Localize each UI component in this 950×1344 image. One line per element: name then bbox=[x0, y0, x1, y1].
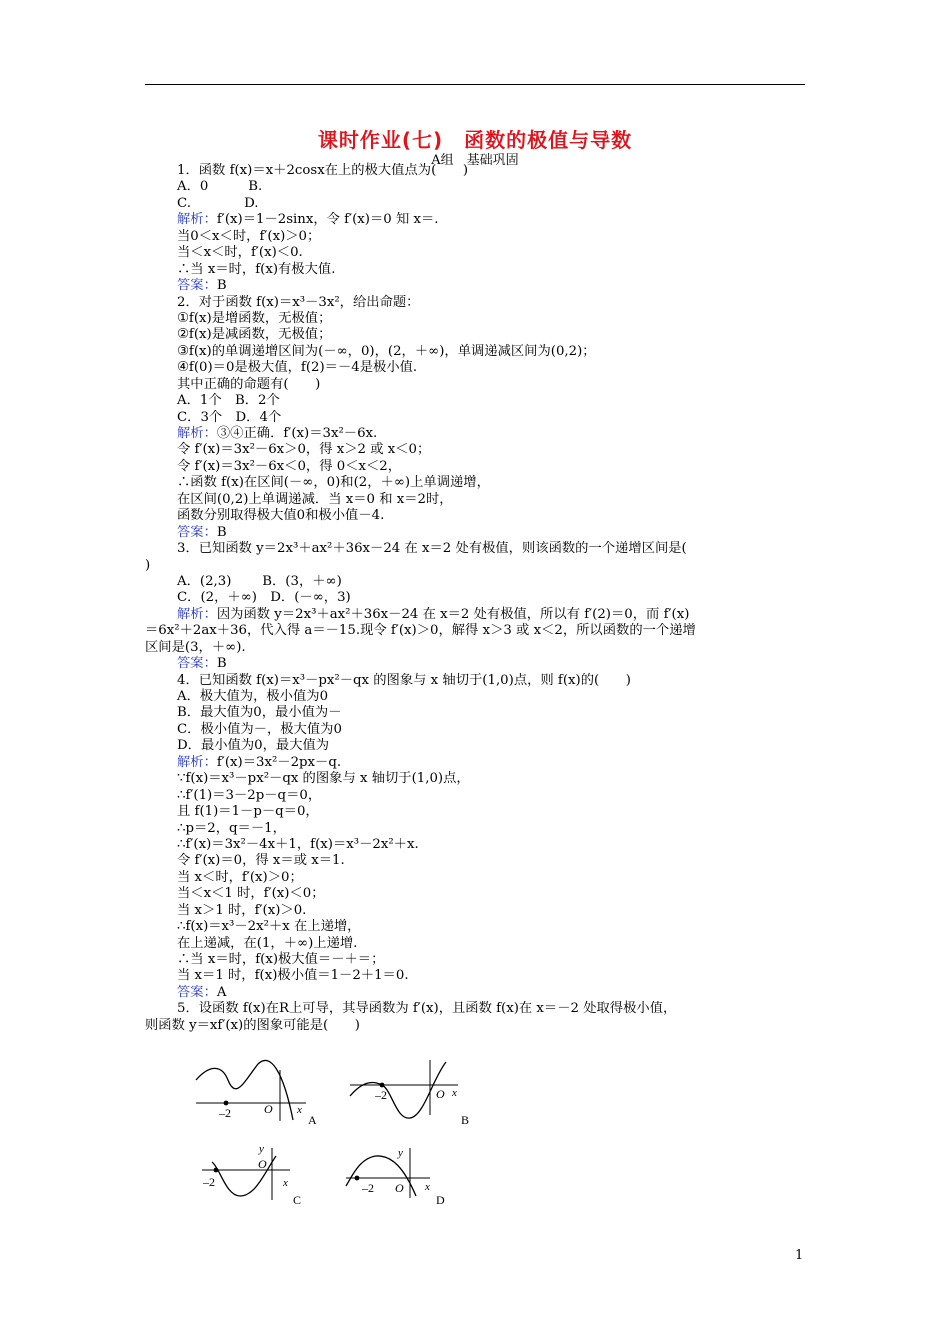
line-text: A bbox=[216, 984, 227, 1000]
line-text: B bbox=[216, 278, 227, 294]
text-line bbox=[177, 886, 817, 902]
answer-key-label: 答案： bbox=[177, 278, 217, 294]
figure-d bbox=[346, 1147, 445, 1207]
text-line bbox=[177, 262, 817, 278]
line-text: B bbox=[216, 524, 227, 540]
figure-c-y-label: y bbox=[259, 1143, 264, 1155]
text-line bbox=[177, 179, 817, 195]
text-line bbox=[177, 804, 817, 820]
line-text: A．(2,3) B．(3，＋∞) bbox=[177, 573, 342, 589]
text-line bbox=[177, 968, 817, 984]
text-line bbox=[177, 229, 817, 245]
section-subtitle: A组 基础巩固 bbox=[431, 153, 519, 168]
line-text: ∴当 x＝时，f(x)极大值＝－＋＝； bbox=[177, 952, 385, 967]
line-text: 2．对于函数 f(x)＝x³－3x²，给出命题： bbox=[177, 294, 420, 310]
figure-c-origin: O bbox=[258, 1157, 267, 1171]
answer-key-label: 解析： bbox=[177, 606, 217, 622]
line-text: ) bbox=[145, 557, 151, 573]
line-text: A．0 B. bbox=[177, 179, 263, 195]
line-text: ∴f′(x)＝3x²－4x＋1，f(x)＝x³－2x²＋x. bbox=[177, 836, 419, 852]
text-line bbox=[177, 590, 817, 606]
line-text: A．极大值为，极小值为0 bbox=[177, 689, 329, 704]
text-line bbox=[177, 295, 817, 311]
line-text: ＝6x²＋2ax＋36，代入得 a＝－15.现令 f′(x)＞0，解得 x＞3 或 x＜2，所以函数的一个递增 bbox=[145, 623, 696, 639]
text-line bbox=[177, 821, 817, 837]
text-line bbox=[177, 738, 817, 754]
text-line bbox=[177, 574, 817, 590]
line-text: 令 f′(x)＝3x²－6x＞0，得 x＞2 或 x＜0； bbox=[177, 442, 431, 458]
line-text: C．(2，＋∞) D．(－∞，3) bbox=[177, 590, 351, 606]
line-text: ③④正确．f′(x)＝3x²－6x. bbox=[216, 426, 378, 441]
line-text: B bbox=[216, 656, 227, 672]
line-text: 4．已知函数 f(x)＝x³－px²－qx 的图象与 x 轴切于(1,0)点，则 f(x)的( ) bbox=[177, 672, 631, 688]
line-text: ③f(x)的单调递增区间为(－∞，0)，(2，＋∞)，单调递减区间为(0,2)； bbox=[177, 343, 596, 359]
figure-c-neg-tick: –2 bbox=[203, 1175, 215, 1189]
text-line bbox=[177, 196, 817, 212]
text-line bbox=[177, 492, 817, 508]
figure-b-origin: O bbox=[436, 1087, 445, 1101]
text-line bbox=[177, 722, 817, 738]
line-text: ∴当 x＝时，f(x)有极大值. bbox=[177, 261, 336, 277]
text-line bbox=[177, 985, 817, 1001]
line-text: 当 x＜时，f′(x)＞0； bbox=[177, 869, 303, 885]
line-text: 1．函数 f(x)＝x＋2cosx在上的极大值点为( ) bbox=[177, 163, 469, 178]
text-line bbox=[177, 278, 817, 294]
text-line bbox=[177, 508, 817, 524]
line-text: C. D. bbox=[177, 195, 259, 211]
answer-key-label: 答案： bbox=[177, 984, 217, 1000]
answer-key-label: 解析： bbox=[177, 426, 217, 441]
text-line bbox=[177, 853, 817, 869]
line-text: f′(x)＝3x²－2px－q. bbox=[216, 754, 342, 770]
figure-b-label: B bbox=[461, 1113, 470, 1127]
line-text: 当0＜x＜时，f′(x)＞0； bbox=[177, 228, 321, 244]
line-text: 当＜x＜时，f′(x)＜0. bbox=[177, 245, 303, 261]
line-text: ∴函数 f(x)在区间(－∞，0)和(2，＋∞)上单调递增， bbox=[177, 475, 490, 491]
line-text: f′(x)＝1－2sinx，令 f′(x)＝0 知 x＝. bbox=[216, 212, 439, 228]
line-text: B．最大值为0，最小值为－ bbox=[177, 705, 342, 721]
line-text: ④f(0)＝0是极大值，f(2)＝－4是极小值. bbox=[177, 360, 418, 376]
figure-a-x-label: x bbox=[297, 1104, 302, 1116]
line-text: 其中正确的命题有( ) bbox=[177, 376, 321, 392]
text-line bbox=[177, 459, 817, 475]
text-line bbox=[177, 788, 817, 804]
figure-c bbox=[202, 1143, 301, 1207]
figure-d-origin: O bbox=[395, 1181, 404, 1195]
text-line bbox=[177, 656, 817, 672]
line-text: 函数分别取得极大值0和极小值－4. bbox=[177, 508, 385, 524]
text-line bbox=[177, 1001, 817, 1017]
answer-key-label: 解析： bbox=[177, 212, 217, 228]
figure-b bbox=[350, 1060, 469, 1127]
figure-d-label: D bbox=[436, 1193, 445, 1207]
text-line bbox=[177, 327, 817, 343]
figure-a-neg-tick: –2 bbox=[219, 1106, 231, 1120]
text-line bbox=[145, 623, 817, 639]
text-line bbox=[177, 541, 817, 557]
line-text: 当＜x＜1 时，f′(x)＜0； bbox=[177, 886, 325, 902]
line-text: ∵f(x)＝x³－px²－qx 的图象与 x 轴切于(1,0)点， bbox=[177, 771, 470, 787]
text-line bbox=[177, 755, 817, 771]
text-line bbox=[177, 903, 817, 919]
text-line bbox=[145, 558, 817, 574]
figure-d-x-label: x bbox=[425, 1181, 430, 1193]
line-text: ∴p＝2，q＝－1， bbox=[177, 820, 286, 836]
line-text: 令 f′(x)＝3x²－6x＜0，得 0＜x＜2， bbox=[177, 458, 402, 474]
header-rule bbox=[145, 84, 805, 85]
text-line bbox=[177, 952, 817, 968]
figure-b-neg-tick: –2 bbox=[375, 1088, 387, 1102]
figure-c-label: C bbox=[293, 1193, 302, 1207]
figure-c-x-label: x bbox=[283, 1177, 288, 1189]
answer-key-label: 答案： bbox=[177, 524, 217, 540]
text-line bbox=[177, 689, 817, 705]
line-text: 在区间(0,2)上单调递减．当 x＝0 和 x＝2时， bbox=[177, 491, 453, 507]
text-line bbox=[177, 245, 817, 261]
text-line bbox=[177, 311, 817, 327]
text-line bbox=[177, 377, 817, 393]
line-text: 且 f(1)＝1－p－q＝0， bbox=[177, 804, 319, 820]
text-line bbox=[177, 393, 817, 409]
text-line bbox=[177, 344, 817, 360]
line-text: 在上递减，在(1，＋∞)上递增. bbox=[177, 935, 358, 951]
text-line bbox=[145, 1018, 817, 1034]
line-text: ∴f(x)＝x³－2x²＋x 在上递增， bbox=[177, 919, 361, 935]
figure-a bbox=[196, 1060, 317, 1127]
text-line bbox=[177, 919, 817, 935]
figure-d-y-label: y bbox=[398, 1147, 403, 1159]
text-line bbox=[177, 475, 817, 491]
line-text: C．3个 D．4个 bbox=[177, 409, 282, 425]
text-line bbox=[177, 607, 817, 623]
answer-key-label: 解析： bbox=[177, 754, 217, 770]
line-text: 令 f′(x)＝0，得 x＝或 x＝1. bbox=[177, 853, 345, 869]
body-text bbox=[145, 163, 817, 1034]
text-line bbox=[177, 163, 817, 179]
text-line bbox=[177, 936, 817, 952]
line-text: ②f(x)是减函数，无极值； bbox=[177, 327, 332, 343]
page-number: 1 bbox=[795, 1248, 804, 1263]
text-line bbox=[177, 426, 817, 442]
line-text: D．最小值为0，最大值为 bbox=[177, 738, 330, 754]
line-text: 区间是(3，＋∞). bbox=[145, 639, 246, 655]
line-text: 因为函数 y＝2x³＋ax²＋36x－24 在 x＝2 处有极值，所以有 f′(2)＝0，而 f′(x) bbox=[216, 606, 690, 622]
figure-b-x-label: x bbox=[452, 1087, 457, 1099]
figure-a-origin: O bbox=[264, 1102, 273, 1116]
text-line bbox=[177, 705, 817, 721]
line-text: 3．已知函数 y＝2x³＋ax²＋36x－24 在 x＝2 处有极值，则该函数的一个递增区间是( bbox=[177, 541, 687, 557]
line-text: 当 x＞1 时，f′(x)＞0. bbox=[177, 902, 307, 918]
page-title: 课时作业(七) 函数的极值与导数 bbox=[317, 128, 633, 152]
text-line bbox=[177, 360, 817, 376]
figure-a-label: A bbox=[308, 1113, 317, 1127]
answer-key-label: 答案： bbox=[177, 656, 217, 672]
line-text: A．1个 B．2个 bbox=[177, 393, 280, 409]
text-line bbox=[177, 212, 817, 228]
text-line bbox=[177, 442, 817, 458]
text-line bbox=[177, 771, 817, 787]
line-text: 当 x＝1 时，f(x)极小值＝1－2＋1＝0. bbox=[177, 968, 409, 984]
text-line bbox=[177, 525, 817, 541]
text-line bbox=[145, 640, 817, 656]
text-line bbox=[177, 410, 817, 426]
line-text: ①f(x)是增函数，无极值； bbox=[177, 310, 332, 326]
line-text: C．极小值为－，极大值为0 bbox=[177, 721, 342, 737]
figure-d-neg-tick: –2 bbox=[362, 1181, 374, 1195]
text-line bbox=[177, 870, 817, 886]
line-text: 则函数 y＝xf′(x)的图象可能是( ) bbox=[145, 1017, 360, 1033]
text-line bbox=[177, 837, 817, 853]
line-text: ∴f′(1)＝3－2p－q＝0， bbox=[177, 787, 322, 803]
text-line bbox=[177, 673, 817, 689]
line-text: 5．设函数 f(x)在R上可导，其导函数为 f′(x)，且函数 f(x)在 x＝－2 处取得极小值， bbox=[177, 1001, 677, 1017]
